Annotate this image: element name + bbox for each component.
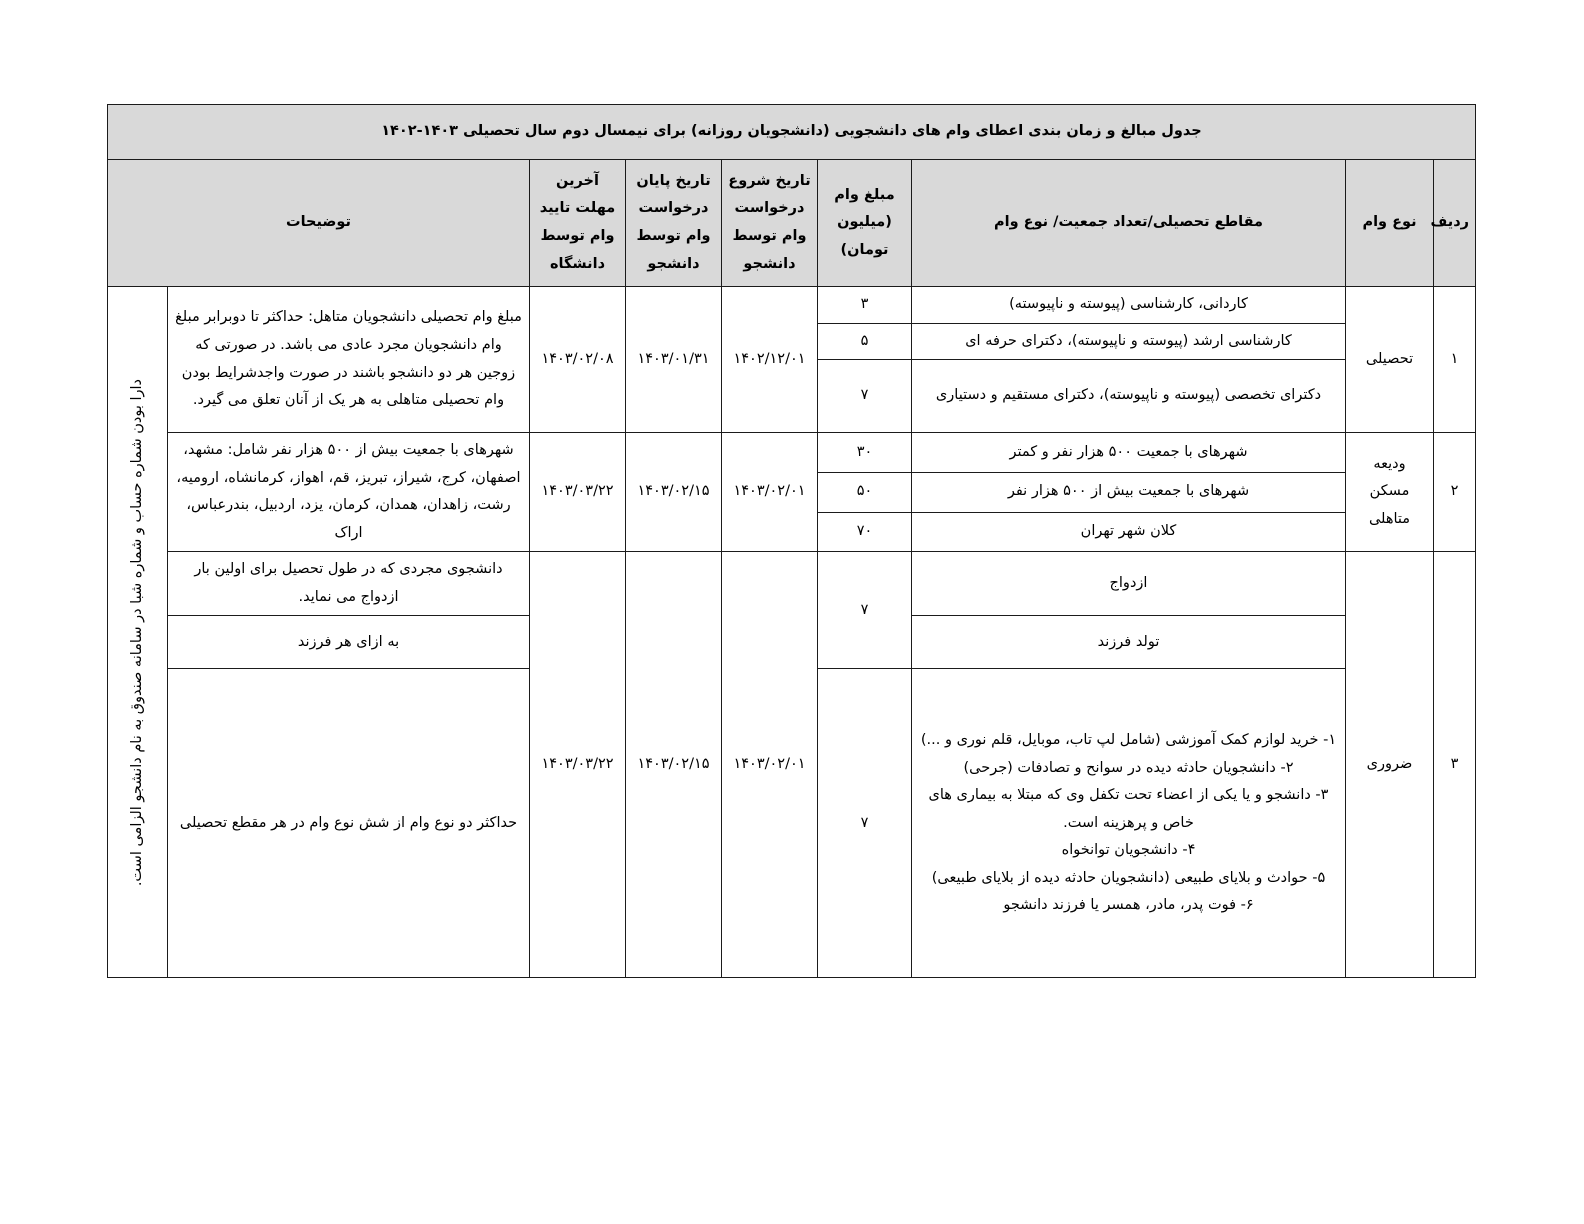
- university-deadline-2: ۱۴۰۳/۰۳/۲۲: [530, 433, 626, 552]
- amount-2-1: ۳۰: [818, 433, 912, 473]
- level-2-1: شهرهای با جمعیت ۵۰۰ هزار نفر و کمتر: [912, 433, 1346, 473]
- table-header-row: [107, 160, 1475, 287]
- amount-1-1: ۳: [818, 287, 912, 324]
- row-index-2: ۲: [1434, 433, 1476, 552]
- notes-2: شهرهای با جمعیت بیش از ۵۰۰ هزار نفر شامل: مشهد، اصفهان، کرج، شیراز، تبریز، قم، اهواز، کرمانشاه، ارومیه، رشت، زاهدان، همدان، کرمان، یزد، اردبیل، بندرعباس، اراک: [168, 433, 530, 552]
- header-loan-type: نوع وام: [1346, 160, 1434, 287]
- notes-1: مبلغ وام تحصیلی دانشجویان متاهل: حداکثر تا دوبرابر مبلغ وام دانشجویان مجرد عادی می باشد. در صورتی که زوجین هر دو دانشجو باشند در صورت واجدشرایط بودن وام تحصیلی متاهلی به هر یک از آنان تعلق می گیرد.: [168, 287, 530, 433]
- essential-item-6: ۶- فوت پدر، مادر، همسر یا فرزند دانشجو: [1003, 897, 1254, 914]
- header-request-end: تاریخ پایان درخواست وام توسط دانشجو: [626, 160, 722, 287]
- request-end-1: ۱۴۰۳/۰۱/۳۱: [626, 287, 722, 433]
- level-1-3: دکترای تخصصی (پیوسته و ناپیوسته)، دکترای مستقیم و دستیاری: [912, 360, 1346, 433]
- notes-3-marriage: دانشجوی مجردی که در طول تحصیل برای اولین بار ازدواج می نماید.: [168, 552, 530, 616]
- amount-2-3: ۷۰: [818, 512, 912, 552]
- level-3-2: تولد فرزند: [912, 616, 1346, 669]
- header-amount: مبلغ وام (میلیون تومان): [818, 160, 912, 287]
- loan-type-3: ضروری: [1346, 552, 1434, 978]
- table-row: [107, 287, 1475, 324]
- row-index-3: ۳: [1434, 552, 1476, 978]
- level-1-2: کارشناسی ارشد (پیوسته و ناپیوسته)، دکترای حرفه ای: [912, 323, 1346, 360]
- request-start-2: ۱۴۰۳/۰۲/۰۱: [722, 433, 818, 552]
- university-deadline-1: ۱۴۰۳/۰۲/۰۸: [530, 287, 626, 433]
- request-end-3: ۱۴۰۳/۰۲/۱۵: [626, 552, 722, 978]
- level-2-2: شهرهای با جمعیت بیش از ۵۰۰ هزار نفر: [912, 472, 1346, 512]
- header-row-number: ردیف: [1434, 160, 1476, 287]
- amount-1-2: ۵: [818, 323, 912, 360]
- essential-item-1: ۱- خرید لوازم کمک آموزشی (شامل لپ تاب، موبایل، قلم نوری و ...): [920, 731, 1337, 748]
- header-request-start: تاریخ شروع درخواست وام توسط دانشجو: [722, 160, 818, 287]
- loans-table: [107, 104, 1476, 978]
- amount-3-3: ۷: [818, 669, 912, 978]
- level-1-1: کاردانی، کارشناسی (پیوسته و ناپیوسته): [912, 287, 1346, 324]
- vertical-note-cell: [107, 287, 167, 978]
- table-row: [107, 433, 1475, 473]
- table-row: [107, 552, 1475, 616]
- notes-3-essential: حداکثر دو نوع وام از شش نوع وام در هر مقطع تحصیلی: [168, 669, 530, 978]
- notes-3-child: به ازای هر فرزند: [168, 616, 530, 669]
- essential-item-2: ۲- دانشجویان حادثه دیده در سوانح و تصادفات (جرحی): [963, 759, 1294, 776]
- request-end-2: ۱۴۰۳/۰۲/۱۵: [626, 433, 722, 552]
- request-start-3: ۱۴۰۳/۰۲/۰۱: [722, 552, 818, 978]
- request-start-1: ۱۴۰۲/۱۲/۰۱: [722, 287, 818, 433]
- vertical-note-text: دارا بودن شماره حساب و شماره شبا در سامانه صندوق به نام دانشجو الزامی است.: [129, 378, 146, 886]
- level-2-3: کلان شهر تهران: [912, 512, 1346, 552]
- university-deadline-3: ۱۴۰۳/۰۳/۲۲: [530, 552, 626, 978]
- amount-3-1: ۷: [818, 552, 912, 669]
- essential-item-4: ۴- دانشجویان توانخواه: [1061, 842, 1196, 859]
- level-3-3: [912, 669, 1346, 978]
- table-title-row: [107, 105, 1475, 160]
- header-levels: مقاطع تحصیلی/تعداد جمعیت/ نوع وام: [912, 160, 1346, 287]
- loan-type-1: تحصیلی: [1346, 287, 1434, 433]
- amount-2-2: ۵۰: [818, 472, 912, 512]
- row-index-1: ۱: [1434, 287, 1476, 433]
- amount-1-3: ۷: [818, 360, 912, 433]
- essential-item-3: ۳- دانشجو و یا یکی از اعضاء تحت تکفل وی که مبتلا به بیماری های خاص و پرهزینه است.: [928, 787, 1329, 831]
- level-3-1: ازدواج: [912, 552, 1346, 616]
- header-university-deadline: آخرین مهلت تایید وام توسط دانشگاه: [530, 160, 626, 287]
- essential-item-5: ۵- حوادث و بلایای طبیعی (دانشجویان حادثه دیده از بلایای طبیعی): [931, 869, 1326, 886]
- loan-type-2: ودیعه مسکن متاهلی: [1346, 433, 1434, 552]
- page-title: جدول مبالغ و زمان بندی اعطای وام های دانشجویی (دانشجویان روزانه) برای نیمسال دوم سال تحصیلی ۱۴۰۳-۱۴۰۲: [107, 105, 1475, 160]
- header-notes: توضیحات: [107, 160, 529, 287]
